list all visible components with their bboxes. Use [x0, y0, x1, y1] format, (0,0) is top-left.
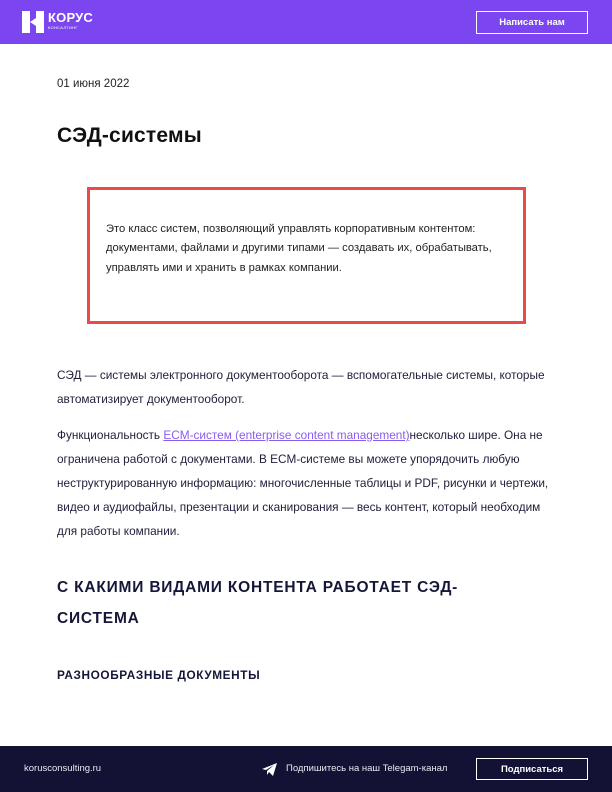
- write-to-us-button[interactable]: Написать нам: [476, 11, 588, 34]
- subsection-heading-documents: РАЗНООБРАЗНЫЕ ДОКУМЕНТЫ: [57, 668, 261, 682]
- top-header: [0, 0, 612, 44]
- logo-subtitle: КОНСАЛТИНГ: [48, 25, 78, 30]
- korus-logo-icon: [22, 11, 44, 33]
- publish-date: 01 июня 2022: [57, 78, 130, 90]
- logo-name: КОРУС: [48, 10, 94, 25]
- footer-bar: [0, 746, 612, 792]
- definition-callout: [87, 187, 526, 324]
- telegram-subscribe-link[interactable]: Подпишитесь на наш Telegam-канал: [286, 763, 448, 774]
- ecm-systems-link[interactable]: ECM-систем (enterprise content management): [163, 428, 410, 442]
- korus-logo[interactable]: [22, 11, 93, 33]
- callout-text: Это класс систем, позволяющий управлять корпоративным контентом: документами, файлами и другими типами — создавать их, обрабатывать, управлять ими и хранить в рамках компании.: [106, 223, 492, 274]
- paragraph-ecm-lead: Функциональность: [57, 428, 164, 442]
- paragraph-ecm-rest: несколько шире. Она не ограничена работой с документами. В ECM-системе вы можете упорядочить любую неструктурированную информацию: многочисленные таблицы и PDF, рисунки и чертежи, видео и аудиофайлы, презентации и сканирования — весь контент, который необходим для работы компании.: [57, 428, 549, 538]
- section-heading-content-types: С КАКИМИ ВИДАМИ КОНТЕНТА РАБОТАЕТ СЭД-СИСТЕМА: [57, 579, 459, 627]
- paragraph-intro: СЭД — системы электронного документооборота — вспомогательные системы, которые автоматизирует документооборот.: [57, 368, 545, 406]
- subscribe-button[interactable]: Подписаться: [476, 758, 588, 780]
- page-title: СЭД-системы: [57, 124, 202, 147]
- telegram-plane-icon: [262, 763, 277, 776]
- paragraph-ecm: [57, 423, 557, 543]
- site-link[interactable]: korusconsulting.ru: [24, 763, 102, 774]
